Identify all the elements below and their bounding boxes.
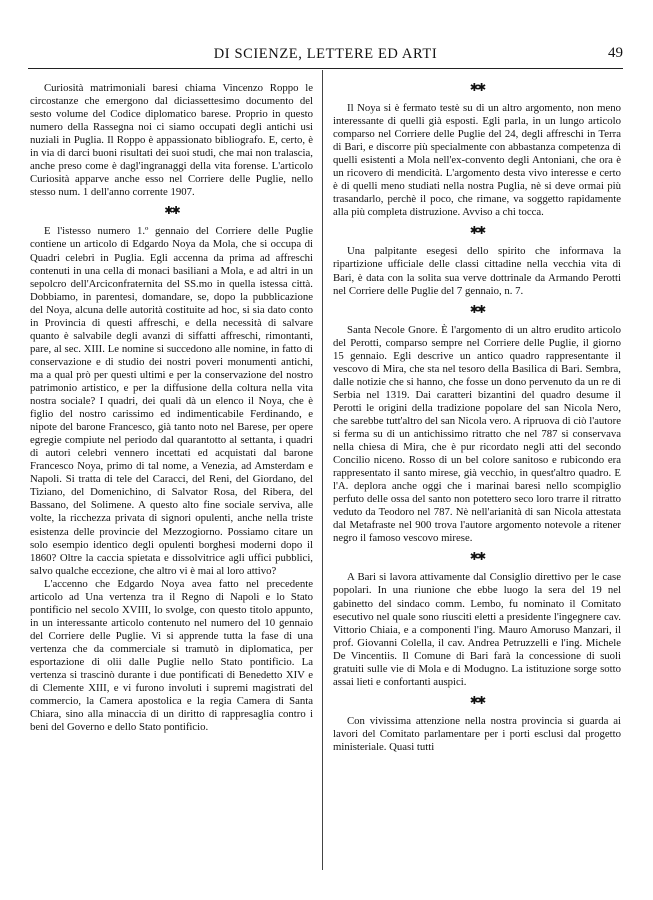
running-header	[28, 44, 623, 69]
section-ornament: ✱✱	[469, 225, 485, 238]
section-ornament: ✱✱	[469, 551, 485, 564]
paragraph-santa-necole: Santa Necole Gnore. È l'argomento di un altro erudito articolo del Perotti, comparso sempre nel Corriere delle Puglie, il giorno 15 gennaio. Egli descrive un antico quadro rappresentante il vescovo di Mira, che sta nel tesoro della Basilica di Bari. Sembra, dalle notizie che si hanno, che fosse un dono pervenuto da un re di Serbia nel 1319. Dai caratteri bizantini del quadro desume il Perotti le origini della tradizione popolare del san Nicola Nero, che sarebbe tutt'altro del san Nicola vero. A ripruova di ciò l'autore si ferma su di un antichissimo ritratto che nel 787 si conservava nella chiesa di Mira, che è pur ricordato negli atti del secondo Concilio niceno. Rosso di un bel colore sanitoso e rubicondo era rappresentato il santo mirese, già vecchio, in quest'altro quadro. E l'A. deplora anche oggi che i marinai baresi nello scompiglio perfuto delle ossa del santo non potettero seco loro trarre il ritratto veduto da Teodoro nel 787. Nè nell'arianità di san Nicola attestata dal Metafraste nel 900 trova l'autore argomento notevole a ritener negro il famoso vescovo mirese.	[333, 323, 621, 545]
paragraph-comitato: Con vivissima attenzione nella nostra provincia si guarda ai lavori del Comitato parlamentare per i porti esclusi dal progetto ministeriale. Quasi tutti	[333, 714, 621, 753]
paragraph-vertenza: L'accenno che Edgardo Noya avea fatto nel precedente articolo ad Una vertenza tra il Regno di Napoli e lo Stato pontificio nel secolo XVIII, lo svolge, con questo titolo appunto, in un interessante articolo contenuto nel numero del 10 gennaio del Corriere delle Puglie. Vi si apprende tutta la fase di una vertenza che da commerciale si tramutò in diplomatica, per esportazione di olii dalle Puglie nello Stato pontificio. La vertenza si trascinò durante i due pontificati di Benedetto XIV e di Clemente XIII, e vi furono involuti i supremi magistrati del commercio, la Camera apostolica e la regia Camera di Santa Chiara, sino alla minaccia di un diritto di rappresaglia contro i beni del Governo e dello Stato pontificio.	[30, 577, 313, 734]
section-ornament: ✱✱	[164, 205, 179, 218]
section-ornament: ✱✱	[469, 303, 485, 316]
paragraph-quadri-celebri: E l'istesso numero 1.º gennaio del Corriere delle Puglie contiene un articolo di Edgardo Noya da Mola, che si occupa di Quadri celebri in Puglia. Egli accenna da prima ad affreschi contenuti in una cella di monaci basiliani a Mola, e ad altri in un sepolcro dell'Arciconfraternita del SS.mo in quella istessa città. Dobbiamo, in parentesi, domandare, se, dopo la pubblicazione del Noya, alcuna delle autorità costituite ad hoc, si sia dato conto in Provincia di questi affreschi, e della necessità di salvare quanto è salvabile degli avanzi di siffatti affreschi, rimontanti, pare, al sec. XIII. Le nomine si succedono alle nomine, in fatto di conservazione e di studio dei nostri poveri monumenti antichi, ma a qual prò per questi ultimi e per la conservazione del nostro patrimonio artistico, e per la diffusione della coltura nella vita nostra sociale? I quadri, dei quali dà un elenco il Noya, che è figlio del nostro carissimo ed indimenticabile Ferdinando, e nipote del barone Francesco, già tanto noto nel Barese, per opere egregie compiute nel periodo dal quarantotto al settanta, i quadri di autori celebri vennero incettati ed acquistati dal barone Francesco Noya, primo di tal nome, a Venezia, ad Amsterdam e Napoli. Si tratta di tele del Caracci, del Reni, del Giordano, del Tiziano, del Domenichino, di Salvator Rosa, del Ribera, del Bassano, del Solimene. A questo alto fine sociale serviva, alle volte, la ricchezza privata di signori opulenti, anche nella triste esistenza delle provincie del Mezzogiorno. Possiamo citare un solo esempio identico degli opulenti borghesi moderni dopo il 1860? Oltre la caccia spietata e dissolvitrice agli uffici pubblici, salvo qualche eccezione, che altro vi è mai al loro attivo?	[30, 225, 313, 577]
paragraph-affreschi: Il Noya si è fermato testè su di un altro argomento, non meno interessante di quelli già esposti. Egli parla, in un lungo articolo comparso nel Corriere delle Puglie del 24, degli affreschi in Terra di Bari, e discorre più specialmente con abbastanza competenza di quelli esistenti a Mola nell'ex-convento degli Antoniani, che ora è un ricovero di mendicità. L'argomento desta vivo interesse e certo è di quelli meno studiati nella nostra Puglia, nè si deve ormai più trasandarlo, perchè il poco, che rimane, va soggetto rapidamente alla più completa distruzione. Avviso a chi tocca.	[333, 102, 621, 219]
left-column	[30, 82, 313, 734]
section-ornament: ✱✱	[469, 694, 485, 707]
page-number: 49	[608, 45, 623, 61]
paragraph-curiosita: Curiosità matrimoniali baresi chiama Vincenzo Roppo le circostanze che emergono dal diciassettesimo documento del sesto volume del Codice diplomatico barese. Proprio in questo numero della Rassegna noi ci siamo occupati degli antichi usi nuziali in Puglia. Il Roppo è appassionato bibliografo. E, certo, è in via di darci buoni risultati dei suoi studi, che mai non tralascia, anche preso come è dagl'ingranaggi della vita forense. L'articolo Curiosità apparve anche esso nel Corriere delle Puglie, nello stesso num. 1 dell'anno corrente 1907.	[30, 82, 313, 199]
column-divider	[322, 70, 323, 870]
header-title: DI SCIENZE, LETTERE ED ARTI	[213, 46, 438, 62]
paragraph-esegesi: Una palpitante esegesi dello spirito che informava la ripartizione ufficiale delle classi cittadine nella vecchia vita di Bari, è data con la solita sua verve dottrinale da Armando Perotti nel Corriere delle Puglie del 7 gennaio, n. 7.	[333, 245, 621, 297]
paragraph-case-popolari: A Bari si lavora attivamente dal Consiglio direttivo per le case popolari. In una riunione che ebbe luogo la sera del 19 nel gabinetto del sindaco comm. Lembo, fu nominato il Comitato esecutivo nel quale sono riusciti eletti a presidente l'ingegnere cav. Vittorio Chiaia, e a componenti l'ing. Mauro Amoruso Manzari, il prof. Giovanni Colella, il cav. Andrea Petruzzelli e l'ing. Michele De Vincentiis. Il Comune di Bari farà la concessione di suoli gratuiti sulle vie di Mola e di Modugno. La istituzione sorge sotto assai lieti e confortanti auspici.	[333, 571, 621, 688]
right-column	[333, 82, 621, 754]
section-ornament: ✱✱	[469, 82, 485, 94]
